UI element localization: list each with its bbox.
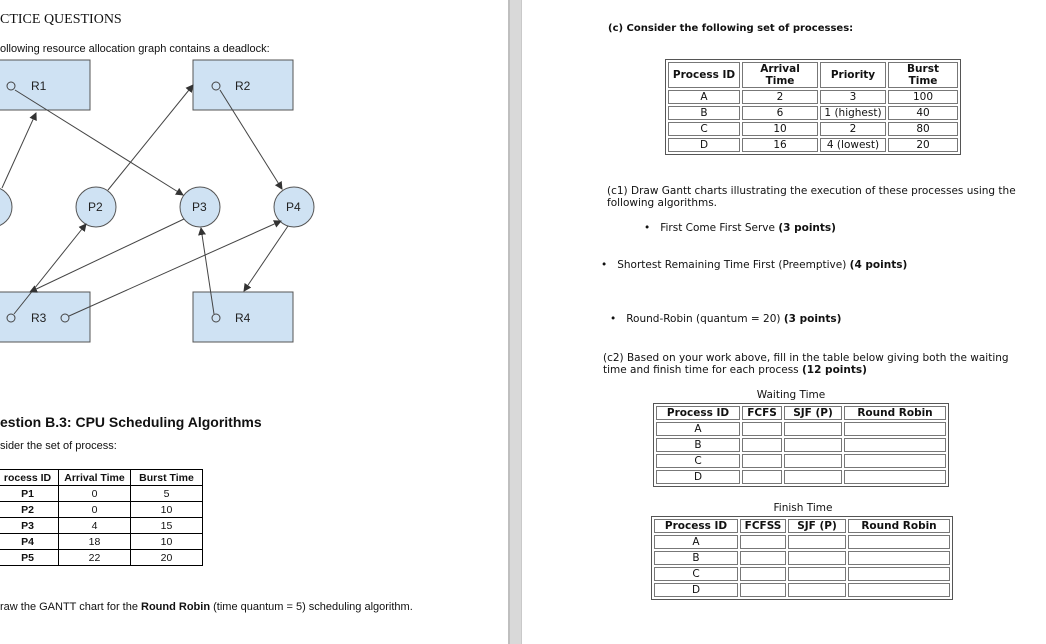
table-cell: 15 <box>131 518 203 534</box>
table-cell: 18 <box>59 534 131 550</box>
table-cell: 20 <box>131 550 203 566</box>
bullet-srtf-points: (4 points) <box>849 259 908 271</box>
table-cell: 0 <box>59 486 131 502</box>
process-priority-table <box>665 59 961 155</box>
blank-answer-cell[interactable] <box>784 470 842 484</box>
right-page <box>522 0 1046 644</box>
process-id-cell: A <box>654 535 738 549</box>
table-row <box>654 535 950 549</box>
gantt-instruction <box>0 601 413 613</box>
finish-time-table <box>651 516 953 600</box>
table-cell: 16 <box>742 138 818 152</box>
table-cell: 2 <box>742 90 818 104</box>
bullet-srtf <box>601 259 907 271</box>
header-burst-time: Burst Time <box>888 62 958 88</box>
page-gutter <box>508 0 522 644</box>
process-id-cell: D <box>656 470 740 484</box>
r1-label: R1 <box>31 79 47 93</box>
header-arrival-time: Arrival Time <box>742 62 818 88</box>
process-id-cell: C <box>656 454 740 468</box>
table-row <box>654 551 950 565</box>
table-cell: 4 <box>59 518 131 534</box>
table-cell: 4 (lowest) <box>820 138 886 152</box>
table-row <box>668 90 958 104</box>
bullet-fcfs-text: First Come First Serve <box>660 222 779 234</box>
blank-answer-cell[interactable] <box>844 422 946 436</box>
table-cell: P3 <box>0 518 59 534</box>
blank-answer-cell[interactable] <box>784 438 842 452</box>
table-cell: P5 <box>0 550 59 566</box>
bullet-rr-text: Round-Robin (quantum = 20) <box>626 313 784 325</box>
table-cell: 3 <box>820 90 886 104</box>
edge-p3-r3 <box>30 219 184 292</box>
edge-p4-r4 <box>244 226 288 291</box>
r2-label: R2 <box>235 79 251 93</box>
blank-answer-cell[interactable] <box>848 535 950 549</box>
table-row <box>0 534 203 550</box>
header-burst-time: Burst Time <box>131 470 203 486</box>
table-row <box>656 422 946 436</box>
waiting-time-caption: Waiting Time <box>756 389 826 401</box>
blank-answer-cell[interactable] <box>788 567 846 581</box>
table-row <box>668 106 958 120</box>
process-id-cell: C <box>654 567 738 581</box>
resource-allocation-graph <box>0 0 508 380</box>
blank-answer-cell[interactable] <box>844 470 946 484</box>
table-row <box>0 502 203 518</box>
table-cell: 22 <box>59 550 131 566</box>
table-cell: 40 <box>888 106 958 120</box>
header-round-robin: Round Robin <box>848 519 950 533</box>
table-row <box>656 438 946 452</box>
header-process-id: rocess ID <box>0 470 59 486</box>
table-cell: 6 <box>742 106 818 120</box>
p4-label: P4 <box>286 200 301 214</box>
blank-answer-cell[interactable] <box>848 551 950 565</box>
graph-intro-text: ollowing resource allocation graph contains a deadlock: <box>0 43 270 55</box>
gantt-instruction-prefix: raw the GANTT chart for the <box>0 601 142 613</box>
blank-answer-cell[interactable] <box>742 422 782 436</box>
c1-text-line2: following algorithms. <box>607 197 718 209</box>
left-page <box>0 0 508 644</box>
blank-answer-cell[interactable] <box>788 583 846 597</box>
header-fcfss: FCFSS <box>740 519 786 533</box>
c2-text-line2-body: time and finish time for each process <box>603 364 802 376</box>
question-heading: estion B.3: CPU Scheduling Algorithms <box>0 414 262 430</box>
table-cell: P2 <box>0 502 59 518</box>
table-row <box>668 122 958 136</box>
table-row <box>656 454 946 468</box>
blank-answer-cell[interactable] <box>844 454 946 468</box>
question-intro-text: sider the set of process: <box>0 440 117 452</box>
edge-r1-p3 <box>15 90 183 195</box>
header-process-id: Process ID <box>656 406 740 420</box>
header-priority: Priority <box>820 62 886 88</box>
bullet-fcfs-points: (3 points) <box>778 222 836 234</box>
table-cell: P4 <box>0 534 59 550</box>
table-cell: P1 <box>0 486 59 502</box>
table-cell: 10 <box>742 122 818 136</box>
header-sjf: SJF (P) <box>788 519 846 533</box>
gantt-instruction-suffix: (time quantum = 5) scheduling algorithm. <box>210 601 413 613</box>
blank-answer-cell[interactable] <box>740 567 786 581</box>
blank-answer-cell[interactable] <box>784 454 842 468</box>
blank-answer-cell[interactable] <box>742 470 782 484</box>
blank-answer-cell[interactable] <box>784 422 842 436</box>
blank-answer-cell[interactable] <box>740 583 786 597</box>
table-cell: 5 <box>131 486 203 502</box>
c2-text-line1: (c2) Based on your work above, fill in the table below giving both the waiting <box>603 352 1009 364</box>
bullet-fcfs <box>644 222 836 234</box>
header-round-robin: Round Robin <box>844 406 946 420</box>
edge-p1-r1 <box>2 113 36 188</box>
blank-answer-cell[interactable] <box>788 551 846 565</box>
table-cell: 10 <box>131 502 203 518</box>
process-id-cell: B <box>656 438 740 452</box>
table-cell: C <box>668 122 740 136</box>
p3-label: P3 <box>192 200 207 214</box>
header-sjf: SJF (P) <box>784 406 842 420</box>
table-cell: A <box>668 90 740 104</box>
table-cell: D <box>668 138 740 152</box>
bullet-dot-icon: • <box>644 222 651 234</box>
gantt-instruction-bold: Round Robin <box>141 601 211 613</box>
table-cell: 10 <box>131 534 203 550</box>
bullet-srtf-text: Shortest Remaining Time First (Preemptive) <box>617 259 850 271</box>
table-row <box>668 138 958 152</box>
waiting-time-table <box>653 403 949 487</box>
blank-answer-cell[interactable] <box>742 438 782 452</box>
blank-answer-cell[interactable] <box>740 551 786 565</box>
header-process-id: Process ID <box>654 519 738 533</box>
header-arrival-time: Arrival Time <box>59 470 131 486</box>
table-row <box>654 567 950 581</box>
process-id-cell: B <box>654 551 738 565</box>
blank-answer-cell[interactable] <box>848 583 950 597</box>
r4-label: R4 <box>235 311 251 325</box>
blank-answer-cell[interactable] <box>848 567 950 581</box>
blank-answer-cell[interactable] <box>740 535 786 549</box>
table-cell: 1 (highest) <box>820 106 886 120</box>
table-cell: 20 <box>888 138 958 152</box>
table-row <box>0 550 203 566</box>
bullet-round-robin <box>610 313 841 325</box>
table-row <box>0 486 203 502</box>
c1-text-line1: (c1) Draw Gantt charts illustrating the execution of these processes using the <box>607 185 1016 197</box>
blank-answer-cell[interactable] <box>844 438 946 452</box>
section-title: CTICE QUESTIONS <box>0 12 122 27</box>
c2-text-line2 <box>603 364 867 376</box>
process-burst-table <box>0 469 203 566</box>
blank-answer-cell[interactable] <box>788 535 846 549</box>
c2-points: (12 points) <box>801 364 867 376</box>
finish-time-caption: Finish Time <box>773 502 833 514</box>
p2-label: P2 <box>88 200 103 214</box>
blank-answer-cell[interactable] <box>742 454 782 468</box>
c-heading: (c) Consider the following set of processes: <box>608 23 854 34</box>
process-id-cell: D <box>654 583 738 597</box>
bullet-dot-icon: • <box>601 259 608 271</box>
table-cell: 2 <box>820 122 886 136</box>
table-cell: 80 <box>888 122 958 136</box>
table-row <box>656 470 946 484</box>
bullet-dot-icon: • <box>610 313 617 325</box>
table-cell: 100 <box>888 90 958 104</box>
r3-label: R3 <box>31 311 47 325</box>
header-process-id: Process ID <box>668 62 740 88</box>
table-cell: 0 <box>59 502 131 518</box>
process-id-cell: A <box>656 422 740 436</box>
table-row <box>0 518 203 534</box>
header-fcfs: FCFS <box>742 406 782 420</box>
process-p1-circle <box>0 187 12 227</box>
table-cell: B <box>668 106 740 120</box>
bullet-rr-points: (3 points) <box>783 313 842 325</box>
table-row <box>654 583 950 597</box>
